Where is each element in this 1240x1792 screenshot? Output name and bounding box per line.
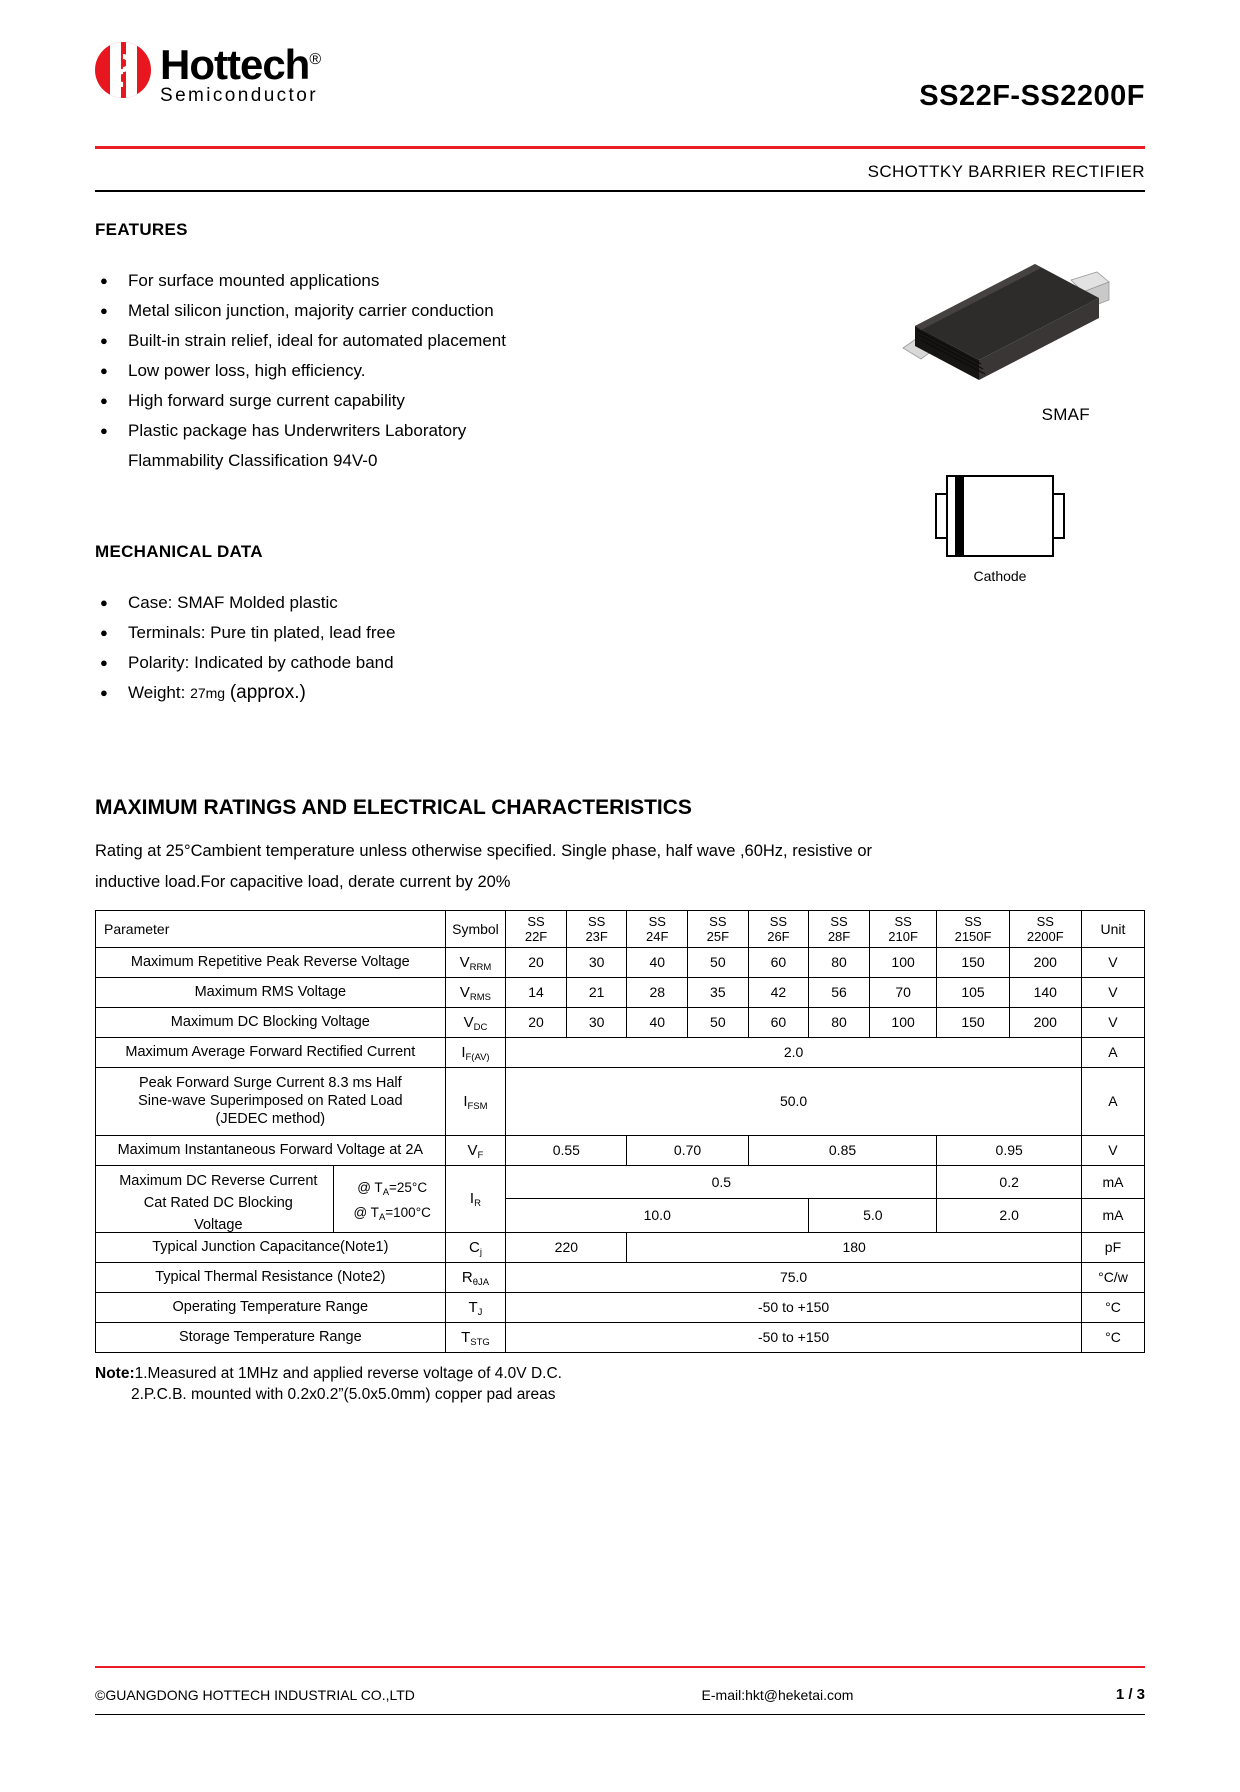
sym-sub: FSM (467, 1100, 488, 1112)
cell-value: 150 (937, 947, 1009, 977)
param-line2: Sine-wave Superimposed on Rated Load (138, 1093, 403, 1109)
cell-value: 150 (937, 1007, 1009, 1037)
param-line1: Maximum DC Reverse Current (119, 1172, 318, 1189)
cell-unit: mA (1081, 1165, 1144, 1199)
dev-line1: SS (527, 913, 545, 929)
condition-25c (340, 1176, 445, 1201)
param-tj: Operating Temperature Range (96, 1292, 446, 1322)
table-row (96, 1165, 1145, 1199)
cell-unit: °C (1081, 1292, 1144, 1322)
cell-value: 30 (566, 1007, 627, 1037)
param-rthja: Typical Thermal Resistance (Note2) (96, 1262, 446, 1292)
cell-value: 50.0 (506, 1067, 1082, 1135)
param-line2: Cat Rated DC Blocking (143, 1194, 293, 1211)
footer-red-rule (95, 1666, 1145, 1668)
package-3d-image (885, 252, 1135, 402)
header-symbol: Symbol (445, 910, 506, 947)
package-outline-drawing (930, 472, 1070, 560)
cond-sub: A (378, 1211, 386, 1223)
symbol-vf (445, 1135, 506, 1165)
list-item: ● For surface mounted applications (95, 266, 1145, 296)
cell-value: 140 (1009, 977, 1081, 1007)
condition-100c (340, 1201, 445, 1226)
sym-sub: F(AV) (465, 1051, 490, 1063)
cell-value: 0.2 (937, 1165, 1082, 1199)
notes-block (95, 1363, 1145, 1405)
cell-value: 200 (1009, 947, 1081, 977)
logo-text (160, 38, 320, 107)
param-vdc: Maximum DC Blocking Voltage (96, 1007, 446, 1037)
cell-unit: °C (1081, 1322, 1144, 1352)
cell-unit: °C/w (1081, 1262, 1144, 1292)
symbol-ifav (445, 1037, 506, 1067)
cell-value: 75.0 (506, 1262, 1082, 1292)
header-device-ss2150f (937, 910, 1009, 947)
note-label: Note: (95, 1364, 135, 1382)
param-vf: Maximum Instantaneous Forward Voltage at 2A (96, 1135, 446, 1165)
sym-main: V (467, 1141, 478, 1159)
header-unit: Unit (1081, 910, 1144, 947)
dev-line2: 23F (585, 928, 608, 944)
table-row (96, 1322, 1145, 1352)
param-vrms: Maximum RMS Voltage (96, 977, 446, 1007)
cell-value: 42 (748, 977, 809, 1007)
list-item: ● Terminals: Pure tin plated, lead free (95, 618, 1145, 648)
cell-value: 2.0 (506, 1037, 1082, 1067)
dev-line1: SS (894, 913, 912, 929)
sym-main: C (468, 1238, 480, 1256)
param-ifav: Maximum Average Forward Rectified Current (96, 1037, 446, 1067)
dev-line2: 2200F (1026, 928, 1064, 944)
dev-line2: 210F (888, 928, 918, 944)
ratings-note-line1: Rating at 25°Cambient temperature unless otherwise specified. Single phase, half wave ,60Hz, resistive or (95, 841, 872, 860)
list-item: ● Metal silicon junction, majority carrier conduction (95, 296, 1145, 326)
param-ifsm (96, 1067, 446, 1135)
cell-value: 0.55 (506, 1135, 627, 1165)
sym-sub: RRM (469, 961, 492, 973)
dev-line1: SS (964, 913, 982, 929)
specifications-table (95, 910, 1145, 1353)
sym-sub: F (477, 1149, 484, 1161)
header-device-ss210f (869, 910, 937, 947)
dev-line1: SS (830, 913, 848, 929)
cell-value: 80 (809, 947, 870, 977)
param-tstg: Storage Temperature Range (96, 1322, 446, 1352)
symbol-cj (445, 1232, 506, 1262)
cell-value: 50 (688, 947, 749, 977)
page-header (95, 38, 1145, 146)
cell-value: 0.5 (506, 1165, 937, 1199)
list-item: ● Built-in strain relief, ideal for automated placement (95, 326, 1145, 356)
dev-line2: 24F (646, 928, 669, 944)
cell-value: 0.85 (748, 1135, 937, 1165)
cell-unit: V (1081, 977, 1144, 1007)
cell-value: 10.0 (506, 1199, 809, 1233)
weight-value: 27mg (190, 684, 226, 701)
cell-value: 0.95 (937, 1135, 1082, 1165)
features-heading: FEATURES (95, 219, 188, 239)
sym-sub: STG (470, 1336, 490, 1348)
note-text-1: 1.Measured at 1MHz and applied reverse voltage of 4.0V D.C. (134, 1364, 562, 1382)
list-item: ● Polarity: Indicated by cathode band (95, 648, 1145, 678)
header-black-rule (95, 190, 1145, 192)
hottech-logo-icon (95, 42, 151, 98)
table-row (96, 1135, 1145, 1165)
cell-value: 200 (1009, 1007, 1081, 1037)
cell-value: 40 (627, 1007, 688, 1037)
footer-black-rule (95, 1714, 1145, 1715)
sym-sub: R (474, 1198, 481, 1209)
note-line-1 (95, 1363, 1145, 1384)
dev-line1: SS (769, 913, 788, 929)
cell-value: 56 (809, 977, 870, 1007)
cell-value: 220 (506, 1232, 627, 1262)
cell-value: 60 (748, 947, 809, 977)
sym-main: T (461, 1328, 471, 1346)
cell-unit: A (1081, 1067, 1144, 1135)
document-subtitle: SCHOTTKY BARRIER RECTIFIER (867, 162, 1145, 181)
cond-suffix: =25°C (389, 1179, 428, 1195)
sym-main: R (461, 1268, 473, 1286)
cell-value: 180 (627, 1232, 1081, 1262)
footer-page-number: 1 / 3 (1115, 1686, 1145, 1703)
table-row (96, 1292, 1145, 1322)
list-item: ● Low power loss, high efficiency. (95, 356, 1145, 386)
table-row (96, 947, 1145, 977)
cell-value: 21 (566, 977, 627, 1007)
cell-unit: V (1081, 1007, 1144, 1037)
header-device-ss25f (688, 910, 749, 947)
dev-line2: 28F (827, 928, 851, 944)
sym-main: I (461, 1043, 466, 1061)
param-ir (96, 1165, 446, 1232)
cell-unit: V (1081, 947, 1144, 977)
table-header-row (96, 910, 1145, 947)
table-row (96, 1037, 1145, 1067)
weight-approx: (approx.) (229, 681, 306, 703)
list-item: ● Case: SMAF Molded plastic (95, 588, 1145, 618)
symbol-tj (445, 1292, 506, 1322)
sym-main: I (463, 1092, 468, 1110)
header-device-ss28f (809, 910, 870, 947)
sub-brand: Semiconductor (160, 85, 318, 106)
header-device-ss26f (748, 910, 809, 947)
sym-main: V (459, 953, 470, 971)
cell-value: 2.0 (937, 1199, 1082, 1233)
table-row (96, 1067, 1145, 1135)
cell-value: 70 (869, 977, 937, 1007)
dev-line1: SS (648, 913, 666, 929)
list-item: ● Plastic package has Underwriters Laboratory Flammability Classification 94V-0 (95, 416, 515, 476)
list-item-weight (95, 678, 1145, 708)
cell-value: 20 (506, 947, 567, 977)
param-vrrm: Maximum Repetitive Peak Reverse Voltage (96, 947, 446, 977)
symbol-tstg (445, 1322, 506, 1352)
sym-sub: j (479, 1246, 482, 1258)
cell-value: -50 to +150 (506, 1292, 1082, 1322)
cell-value: 28 (627, 977, 688, 1007)
param-line3: (JEDEC method) (215, 1111, 326, 1127)
header-device-ss22f (506, 910, 567, 947)
symbol-rthja (445, 1262, 506, 1292)
symbol-vrrm (445, 947, 506, 977)
brand-word: Hottech (160, 41, 310, 88)
footer-email[interactable]: E-mail:hkt@heketai.com (701, 1686, 854, 1703)
page-footer (95, 1686, 1145, 1703)
sym-sub: θJA (472, 1276, 490, 1288)
part-number: SS22F-SS2200F (919, 80, 1145, 112)
ratings-note-line2: inductive load.For capacitive load, derate current by 20% (95, 872, 511, 891)
company-logo (95, 38, 320, 107)
cell-value: 50 (688, 1007, 749, 1037)
symbol-vdc (445, 1007, 506, 1037)
sym-sub: DC (473, 1021, 488, 1033)
sym-main: V (463, 1013, 474, 1031)
cell-value: -50 to +150 (506, 1322, 1082, 1352)
dev-line2: 25F (706, 928, 730, 944)
header-device-ss23f (566, 910, 627, 947)
weight-label: Weight: (128, 682, 186, 702)
header-device-ss24f (627, 910, 688, 947)
cell-value: 40 (627, 947, 688, 977)
mechanical-list (95, 588, 1145, 708)
dev-line1: SS (587, 913, 606, 929)
cell-value: 100 (869, 947, 937, 977)
cond-sub: A (382, 1186, 390, 1198)
subtitle-row (95, 149, 1145, 182)
datasheet-page (0, 38, 1240, 1792)
cell-value: 60 (748, 1007, 809, 1037)
symbol-vrms (445, 977, 506, 1007)
page-content (95, 220, 1145, 1405)
brand-name (160, 38, 320, 87)
param-line1: Peak Forward Surge Current 8.3 ms Half (138, 1075, 402, 1091)
ratings-note (95, 836, 1145, 898)
header-device-ss2200f (1009, 910, 1081, 947)
table-row (96, 1262, 1145, 1292)
cond-prefix: @ T (353, 1204, 379, 1220)
cell-unit: V (1081, 1135, 1144, 1165)
footer-company: ©GUANGDONG HOTTECH INDUSTRIAL CO.,LTD (95, 1686, 415, 1703)
table-row (96, 1232, 1145, 1262)
cell-unit: mA (1081, 1199, 1144, 1233)
cond-suffix: =100°C (385, 1204, 431, 1220)
ratings-heading: MAXIMUM RATINGS AND ELECTRICAL CHARACTERISTICS (95, 795, 692, 819)
cell-value: 0.70 (627, 1135, 748, 1165)
dev-line2: 2150F (954, 928, 992, 944)
cathode-label: Cathode (973, 567, 1027, 584)
sym-main: I (469, 1190, 475, 1207)
cell-value: 80 (809, 1007, 870, 1037)
cell-unit: A (1081, 1037, 1144, 1067)
cond-prefix: @ T (357, 1179, 383, 1195)
dev-line1: SS (1036, 913, 1054, 929)
sym-main: T (468, 1298, 478, 1316)
param-cj: Typical Junction Capacitance(Note1) (96, 1232, 446, 1262)
cell-value: 14 (506, 977, 567, 1007)
list-item: ● High forward surge current capability (95, 386, 1145, 416)
cell-value: 20 (506, 1007, 567, 1037)
note-line-2: 2.P.C.B. mounted with 0.2x0.2”(5.0x5.0mm) copper pad areas (131, 1385, 556, 1403)
cell-value: 5.0 (809, 1199, 937, 1233)
symbol-ir (445, 1165, 506, 1232)
table-row (96, 977, 1145, 1007)
symbol-ifsm (445, 1067, 506, 1135)
table-row (96, 1007, 1145, 1037)
header-parameter: Parameter (96, 910, 446, 947)
param-line3: Voltage (194, 1216, 243, 1233)
cell-value: 30 (566, 947, 627, 977)
dev-line2: 22F (524, 928, 548, 944)
package-name-label: SMAF (1041, 404, 1090, 424)
sym-sub: J (477, 1306, 483, 1318)
dev-line1: SS (709, 913, 727, 929)
cell-value: 105 (937, 977, 1009, 1007)
cell-value: 35 (688, 977, 749, 1007)
cell-value: 100 (869, 1007, 937, 1037)
sym-main: V (459, 983, 470, 1001)
ir-conditions (333, 1166, 445, 1232)
dev-line2: 26F (767, 928, 790, 944)
registered-icon: ® (309, 51, 321, 68)
mechanical-heading: MECHANICAL DATA (95, 541, 263, 561)
cell-unit: pF (1081, 1232, 1144, 1262)
sym-sub: RMS (469, 991, 492, 1003)
